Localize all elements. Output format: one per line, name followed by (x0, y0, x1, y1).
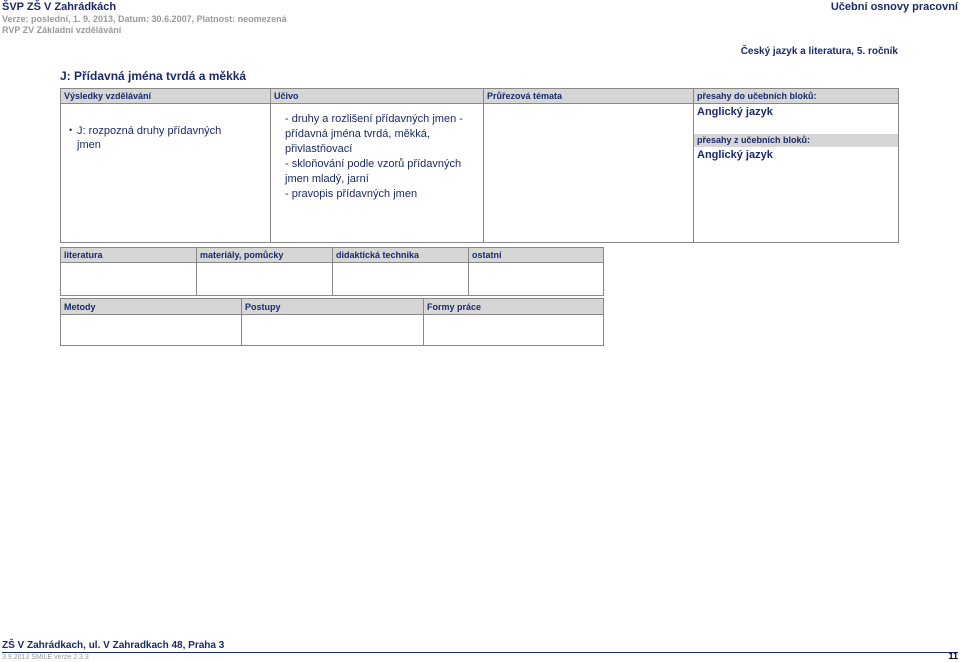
presahy-z-value: Anglický jazyk (697, 149, 773, 161)
resource-header-technology: didaktická technika (332, 247, 469, 263)
resource-cell (468, 262, 604, 296)
curriculum-line: - skloňování podle vzorů přídavných (285, 158, 462, 170)
bullet-icon: • (69, 125, 73, 135)
header-results: Výsledky vzdělávání (61, 89, 271, 104)
curriculum-line: - pravopis přídavných jmen (285, 188, 418, 200)
header-presahy-do: přesahy do učebních bloků: (694, 89, 899, 104)
resource-cell (332, 262, 469, 296)
result-line: jmen (77, 139, 101, 151)
curriculum-line: - druhy a rozlišení přídavných jmen - (285, 113, 463, 125)
resource-header-other: ostatní (468, 247, 604, 263)
methods-cell (60, 314, 242, 346)
work-forms-header: Formy práce (423, 298, 604, 315)
work-forms-cell (423, 314, 604, 346)
version-info: Verze: poslední, 1. 9. 2013, Datum: 30.6.2007, Platnost: neomezená (2, 14, 287, 24)
page-number: 11 (948, 651, 958, 661)
topic-title: J: Přídavná jména tvrdá a měkká (60, 69, 247, 83)
document-type: Učební osnovy pracovní (830, 1, 958, 13)
rvp-info: RVP ZV Základní vzdělávání (2, 25, 122, 35)
curriculum-line: přivlastňovací (285, 143, 353, 155)
curriculum-table (60, 88, 899, 243)
presahy-do-value: Anglický jazyk (697, 106, 773, 118)
header-crosscutting: Průřezová témata (484, 89, 694, 104)
crosscutting-cell (484, 104, 694, 243)
resource-header-literature: literatura (60, 247, 197, 263)
resource-header-materials: materiály, pomůcky (196, 247, 333, 263)
procedures-header: Postupy (241, 298, 424, 315)
curriculum-cell (271, 104, 484, 243)
presahy-cell (694, 104, 899, 243)
methods-header: Metody (60, 298, 242, 315)
curriculum-line: jmen mladý, jarní (285, 173, 369, 185)
footer-software: 3.9.2013 SMILE verze 2.3.3 (2, 654, 89, 661)
subject-title: Český jazyk a literatura, 5. ročník (740, 46, 898, 57)
curriculum-line: přídavná jména tvrdá, měkká, (285, 128, 430, 140)
header-curriculum: Učivo (271, 89, 484, 104)
results-cell (61, 104, 271, 243)
footer-divider (2, 652, 958, 653)
resource-cell (196, 262, 333, 296)
result-line: J: rozpozná druhy přídavných (77, 125, 222, 137)
school-title: ŠVP ZŠ V Zahrádkách (2, 1, 117, 13)
procedures-cell (241, 314, 424, 346)
footer-address: ZŠ V Zahrádkach, ul. V Zahradkach 48, Praha 3 (2, 640, 225, 651)
resource-cell (60, 262, 197, 296)
presahy-z-header: přesahy z učebních bloků: (694, 134, 898, 147)
